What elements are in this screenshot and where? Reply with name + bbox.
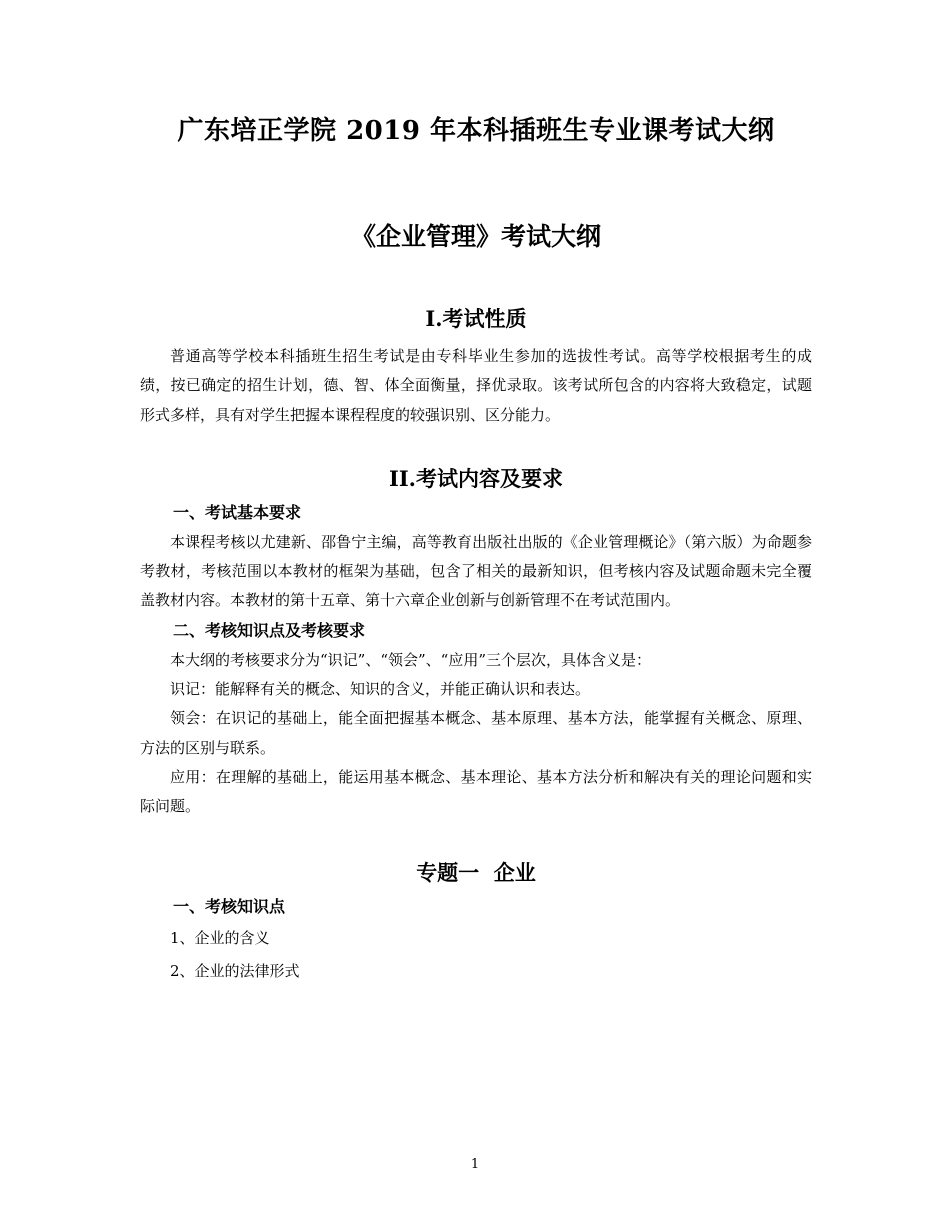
exam-outline-title: 《企业管理》考试大纲 (350, 222, 601, 251)
exam-nature-paragraph: 普通高等学校本科插班生招生考试是由专科毕业生参加的选拔性考试。高等学校根据考生的成绩，按已确定的招生计划，德、智、体全面衡量，择优录取。该考试所包含的内容将大致稳定，试题形式多样，具有对学生把握本课程程度的较强识别、区分能力。 (140, 347, 812, 424)
comprehend-paragraph: 领会：在识记的基础上，能全面把握基本概念、基本原理、基本方法，能掌握有关概念、原理、方法的区别与联系。 (140, 709, 812, 757)
section-content-requirements-title: II.考试内容及要求 (389, 465, 563, 491)
requirements-intro-paragraph: 本大纲的考核要求分为“识记”、“领会”、“应用”三个层次，具体含义是： (170, 650, 652, 669)
basic-requirements-paragraph: 本课程考核以尤建新、邵鲁宁主编，高等教育出版社出版的《企业管理概论》（第六版）为命题参考教材，考核范围以本教材的框架为基础，包含了相关的最新知识，但考核内容及试题命题未完全覆盖教材内容。本教材的第十五章、第十六章企业创新与创新管理不在考试范围内。 (140, 532, 812, 610)
topic1-title: 专题一 企业 (416, 859, 536, 885)
section-exam-nature-title: I.考试性质 (425, 306, 527, 331)
list-item: 1、企业的含义 (170, 928, 270, 947)
main-title: 广东培正学院 2019 年本科插班生专业课考试大纲 (177, 116, 775, 146)
list-item: 2、企业的法律形式 (170, 961, 300, 980)
document-content (140, 112, 812, 988)
apply-paragraph: 应用：在理解的基础上，能运用基本概念、基本理论、基本方法分析和解决有关的理论问题和实际问题。 (140, 767, 812, 816)
basic-requirements-heading: 一、考试基本要求 (173, 502, 302, 522)
topic1-knowledge-heading: 一、考核知识点 (173, 896, 286, 916)
page-number: 1 (470, 1157, 480, 1172)
knowledge-requirements-heading: 二、考核知识点及考核要求 (173, 620, 366, 640)
recall-paragraph: 识记：能解释有关的概念、知识的含义，并能正确认识和表达。 (170, 680, 591, 699)
